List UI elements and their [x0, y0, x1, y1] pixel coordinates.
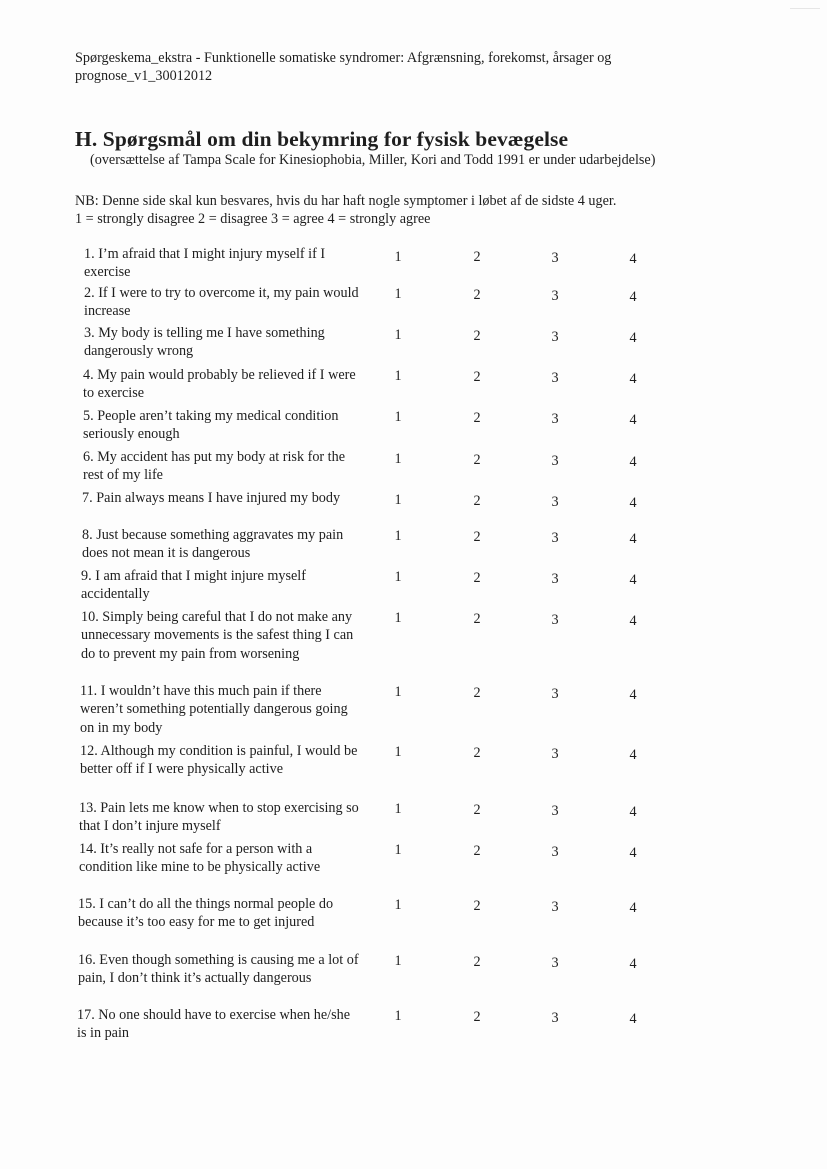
option-4[interactable]: 4 [629, 251, 637, 267]
option-1[interactable]: 1 [394, 953, 402, 969]
option-3[interactable]: 3 [551, 370, 559, 386]
option-4[interactable]: 4 [629, 454, 637, 470]
option-2[interactable]: 2 [473, 802, 481, 818]
option-4[interactable]: 4 [629, 572, 637, 588]
option-3[interactable]: 3 [551, 686, 559, 702]
option-1[interactable]: 1 [394, 610, 402, 626]
option-1[interactable]: 1 [394, 842, 402, 858]
option-4[interactable]: 4 [629, 289, 637, 305]
item-question: 13. Pain lets me know when to stop exercising so that I don’t injure myself [79, 800, 359, 835]
option-3[interactable]: 3 [551, 530, 559, 546]
item-question: 14. It’s really not safe for a person with a condition like mine to be physically active [79, 841, 321, 876]
option-2[interactable]: 2 [473, 898, 481, 914]
option-1[interactable]: 1 [394, 327, 402, 343]
option-3[interactable]: 3 [551, 803, 559, 819]
option-2[interactable]: 2 [473, 369, 481, 385]
option-2[interactable]: 2 [473, 685, 481, 701]
section-subtitle: (oversættelse af Tampa Scale for Kinesiophobia, Miller, Kori and Todd 1991 er under udarbejdelse) [90, 152, 656, 168]
option-1[interactable]: 1 [394, 684, 402, 700]
item-question: 15. I can’t do all the things normal people do because it’s too easy for me to get injured [78, 896, 334, 931]
instruction-line: NB: Denne side skal kun besvares, hvis du har haft nogle symptomer i løbet af de sidste 4 uger. [75, 193, 617, 209]
option-2[interactable]: 2 [473, 745, 481, 761]
option-2[interactable]: 2 [473, 611, 481, 627]
option-4[interactable]: 4 [629, 412, 637, 428]
option-4[interactable]: 4 [629, 900, 637, 916]
option-2[interactable]: 2 [473, 954, 481, 970]
item-question: 4. My pain would probably be relieved if I were to exercise [83, 367, 356, 402]
section-title: H. Spørgsmål om din bekymring for fysisk bevægelse [75, 127, 569, 151]
option-2[interactable]: 2 [473, 1009, 481, 1025]
option-3[interactable]: 3 [551, 899, 559, 915]
option-2[interactable]: 2 [473, 452, 481, 468]
item-question: 9. I am afraid that I might injure myself accidentally [81, 568, 306, 603]
option-1[interactable]: 1 [394, 744, 402, 760]
option-1[interactable]: 1 [394, 286, 402, 302]
item-question: 16. Even though something is causing me a lot of pain, I don’t think it’s actually dangerous [78, 952, 359, 987]
option-4[interactable]: 4 [629, 330, 637, 346]
option-4[interactable]: 4 [629, 495, 637, 511]
option-4[interactable]: 4 [629, 687, 637, 703]
option-1[interactable]: 1 [394, 451, 402, 467]
option-4[interactable]: 4 [629, 956, 637, 972]
option-2[interactable]: 2 [473, 529, 481, 545]
option-4[interactable]: 4 [629, 845, 637, 861]
item-question: 12. Although my condition is painful, I would be better off if I were physically active [80, 743, 358, 778]
option-4[interactable]: 4 [629, 371, 637, 387]
option-3[interactable]: 3 [551, 453, 559, 469]
option-4[interactable]: 4 [629, 613, 637, 629]
option-2[interactable]: 2 [473, 410, 481, 426]
option-4[interactable]: 4 [629, 531, 637, 547]
item-question: 2. If I were to try to overcome it, my pain would increase [84, 285, 359, 320]
item-question: 7. Pain always means I have injured my body [82, 490, 341, 506]
option-2[interactable]: 2 [473, 493, 481, 509]
option-3[interactable]: 3 [551, 329, 559, 345]
option-1[interactable]: 1 [394, 569, 402, 585]
option-2[interactable]: 2 [473, 249, 481, 265]
option-1[interactable]: 1 [394, 801, 402, 817]
option-1[interactable]: 1 [394, 368, 402, 384]
option-4[interactable]: 4 [629, 804, 637, 820]
option-1[interactable]: 1 [394, 897, 402, 913]
option-1[interactable]: 1 [394, 1008, 402, 1024]
option-1[interactable]: 1 [394, 492, 402, 508]
item-question: 10. Simply being careful that I do not make any unnecessary movements is the safest thing I can do to prevent my pain from worsening [81, 609, 354, 662]
option-2[interactable]: 2 [473, 843, 481, 859]
item-question: 3. My body is telling me I have something dangerously wrong [84, 325, 325, 360]
option-3[interactable]: 3 [551, 844, 559, 860]
option-1[interactable]: 1 [394, 249, 402, 265]
item-question: 11. I wouldn’t have this much pain if there weren’t something potentially dangerous going on in my body [80, 683, 348, 736]
header-line-1: Spørgeskema_ekstra - Funktionelle somatiske syndromer: Afgrænsning, forekomst, årsager og [75, 50, 612, 66]
option-4[interactable]: 4 [629, 747, 637, 763]
option-1[interactable]: 1 [394, 528, 402, 544]
option-3[interactable]: 3 [551, 746, 559, 762]
item-question: 5. People aren’t taking my medical condition seriously enough [83, 408, 339, 443]
item-question: 1. I’m afraid that I might injury myself if I exercise [84, 246, 326, 281]
option-3[interactable]: 3 [551, 955, 559, 971]
header-line-2: prognose_v1_30012012 [75, 68, 213, 84]
item-question: 6. My accident has put my body at risk for the rest of my life [83, 449, 346, 484]
option-3[interactable]: 3 [551, 1010, 559, 1026]
option-1[interactable]: 1 [394, 409, 402, 425]
option-3[interactable]: 3 [551, 571, 559, 587]
option-3[interactable]: 3 [551, 411, 559, 427]
option-2[interactable]: 2 [473, 287, 481, 303]
option-4[interactable]: 4 [629, 1011, 637, 1027]
option-3[interactable]: 3 [551, 612, 559, 628]
option-2[interactable]: 2 [473, 570, 481, 586]
scale-legend: 1 = strongly disagree 2 = disagree 3 = agree 4 = strongly agree [75, 211, 431, 227]
item-question: 8. Just because something aggravates my pain does not mean it is dangerous [82, 527, 344, 562]
option-3[interactable]: 3 [551, 250, 559, 266]
item-question: 17. No one should have to exercise when he/she is in pain [77, 1007, 351, 1042]
option-3[interactable]: 3 [551, 494, 559, 510]
option-3[interactable]: 3 [551, 288, 559, 304]
option-2[interactable]: 2 [473, 328, 481, 344]
